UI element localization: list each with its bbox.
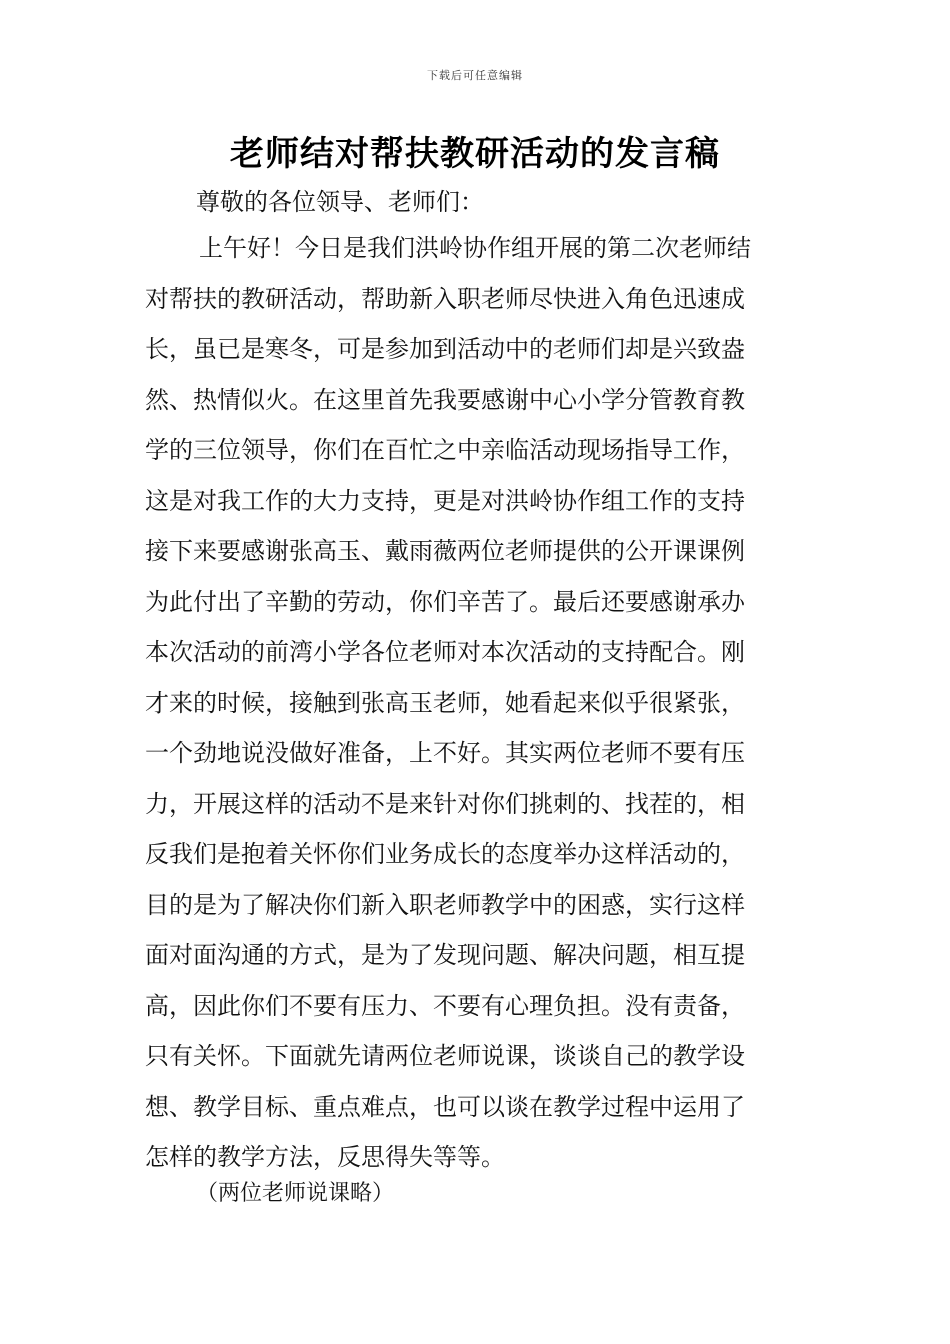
body-line: 对帮扶的教研活动，帮助新入职老师尽快进入角色迅速成 — [145, 284, 745, 313]
body-line: 学的三位领导，你们在百忙之中亲临活动现场指导工作， — [145, 436, 745, 464]
greeting-line: 尊敬的各位领导、老师们： — [196, 188, 484, 216]
body-line: 上午好！今日是我们洪岭协作组开展的第二次老师结 — [199, 234, 751, 262]
body-line: 目的是为了解决你们新入职老师教学中的困惑，实行这样 — [145, 890, 745, 919]
body-line: 高，因此你们不要有压力、不要有心理负担。没有责备， — [145, 991, 745, 1020]
body-line: 面对面沟通的方式，是为了发现问题、解决问题，相互提 — [145, 941, 745, 969]
closing-note: （两位老师说课略） — [196, 1181, 395, 1206]
body-line: 想、教学目标、重点难点，也可以谈在教学过程中运用了 — [145, 1092, 745, 1121]
body-line: 力，开展这样的活动不是来针对你们挑刺的、找茬的，相 — [145, 789, 745, 818]
header-note: 下载后可任意编辑 — [427, 69, 523, 82]
body-line: 才来的时候，接触到张高玉老师，她看起来似乎很紧张， — [145, 688, 745, 717]
body-line: 接下来要感谢张高玉、戴雨薇两位老师提供的公开课课例 — [145, 537, 745, 565]
body-line: 反我们是抱着关怀你们业务成长的态度举办这样活动的， — [145, 840, 745, 868]
body-line: 长，虽已是寒冬，可是参加到活动中的老师们却是兴致盎 — [145, 335, 745, 363]
body-line: 为此付出了辛勤的劳动，你们辛苦了。最后还要感谢承办 — [145, 587, 745, 616]
body-line: 一个劲地说没做好准备，上不好。其实两位老师不要有压 — [145, 739, 745, 767]
body-paragraph — [145, 223, 810, 1183]
body-line: 只有关怀。下面就先请两位老师说课，谈谈自己的教学设 — [145, 1042, 745, 1070]
document-title: 老师结对帮扶教研活动的发言稿 — [230, 134, 720, 174]
body-line: 怎样的教学方法，反思得失等等。 — [145, 1143, 505, 1171]
body-line: 这是对我工作的大力支持，更是对洪岭协作组工作的支持 — [145, 486, 745, 515]
body-line: 本次活动的前湾小学各位老师对本次活动的支持配合。刚 — [145, 638, 745, 666]
body-line: 然、热情似火。在这里首先我要感谢中心小学分管教育教 — [145, 385, 745, 414]
